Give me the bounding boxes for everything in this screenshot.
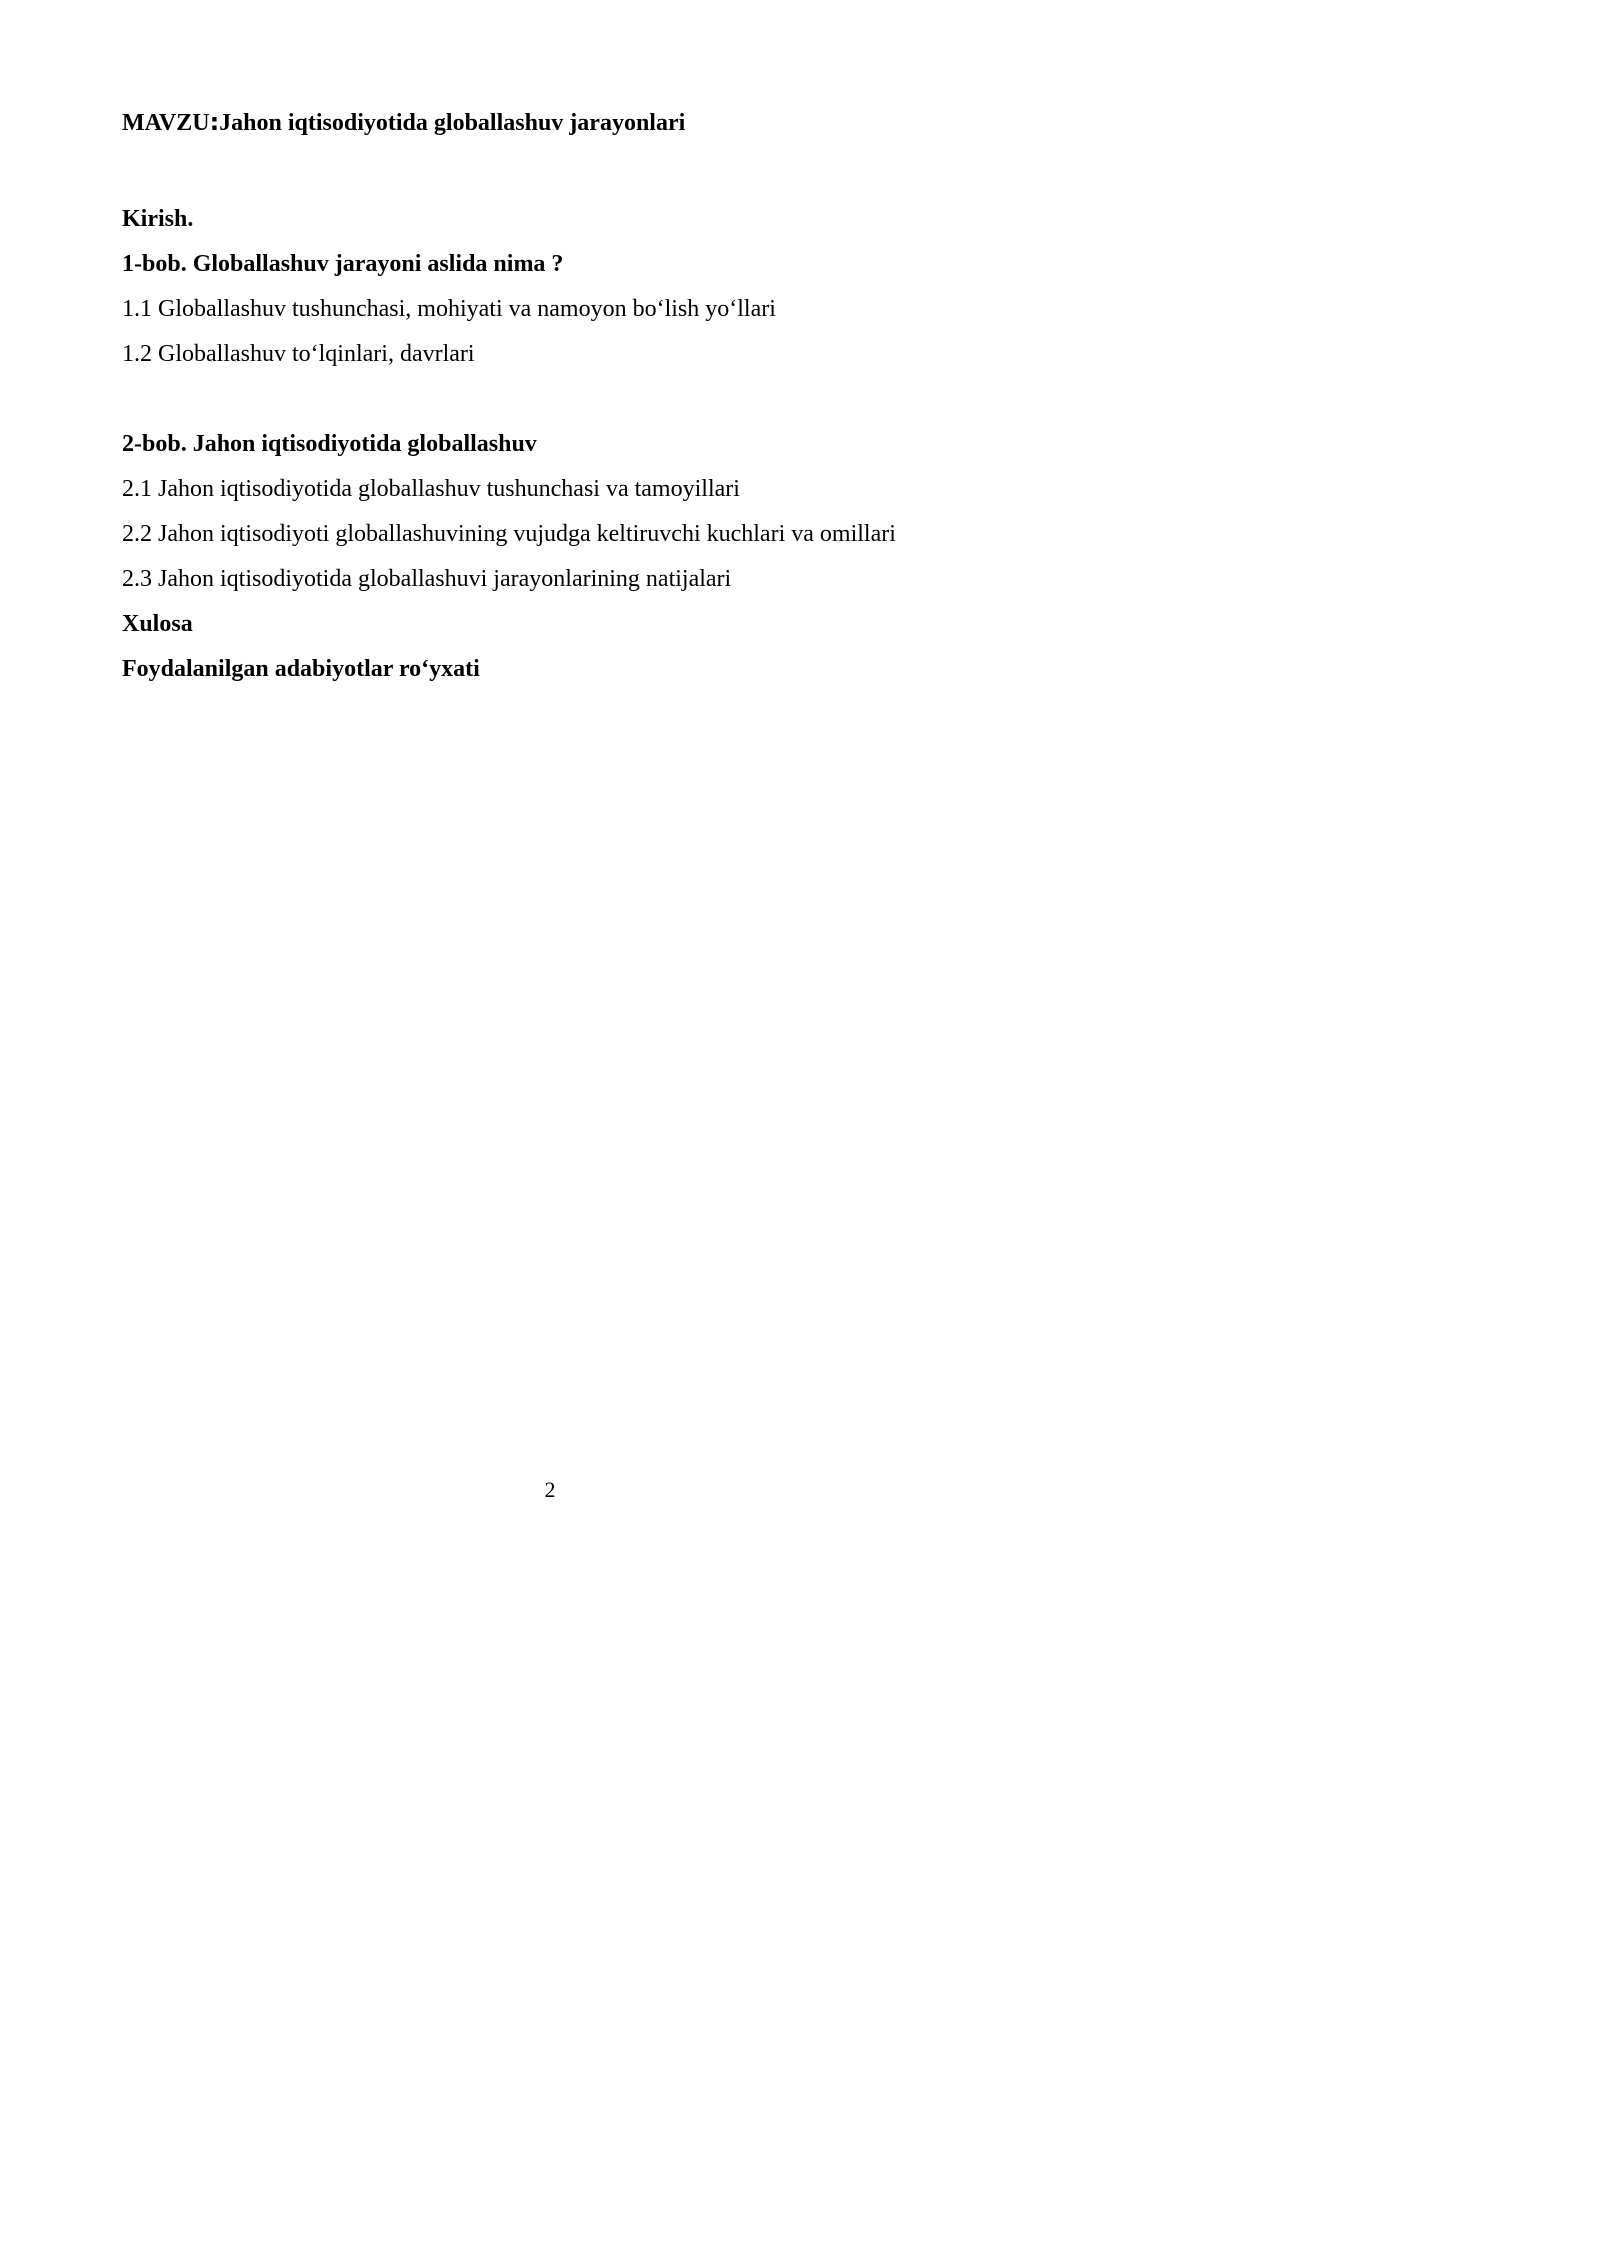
toc-section-2-3: 2.3 Jahon iqtisodiyotida globallashuvi jarayonlarining natijalari: [122, 566, 732, 592]
document-page: [0, 0, 1100, 1556]
title-text: Jahon iqtisodiyotida globallashuv jarayonlari: [219, 110, 686, 136]
toc-item-conclusion: Xulosa: [122, 611, 193, 637]
toc-section-1-1: 1.1 Globallashuv tushunchasi, mohiyati va namoyon bo‘lish yo‘llari: [122, 296, 776, 322]
toc-section-2-2: 2.2 Jahon iqtisodiyoti globallashuvining vujudga keltiruvchi kuchlari va omillari: [122, 521, 896, 547]
toc-item-introduction: Kirish.: [122, 206, 194, 232]
page-number: 2: [544, 1477, 556, 1502]
toc-chapter-1: 1-bob. Globallashuv jarayoni aslida nima ?: [122, 251, 564, 277]
title-prefix: MAVZU: [122, 110, 210, 136]
title-colon: :: [209, 108, 220, 136]
toc-section-2-1: 2.1 Jahon iqtisodiyotida globallashuv tushunchasi va tamoyillari: [122, 476, 740, 502]
toc-chapter-2: 2-bob. Jahon iqtisodiyotida globallashuv: [122, 431, 537, 457]
document-title: [122, 107, 685, 138]
toc-item-references: Foydalanilgan adabiyotlar ro‘yxati: [122, 656, 480, 682]
toc-section-1-2: 1.2 Globallashuv to‘lqinlari, davrlari: [122, 341, 475, 367]
